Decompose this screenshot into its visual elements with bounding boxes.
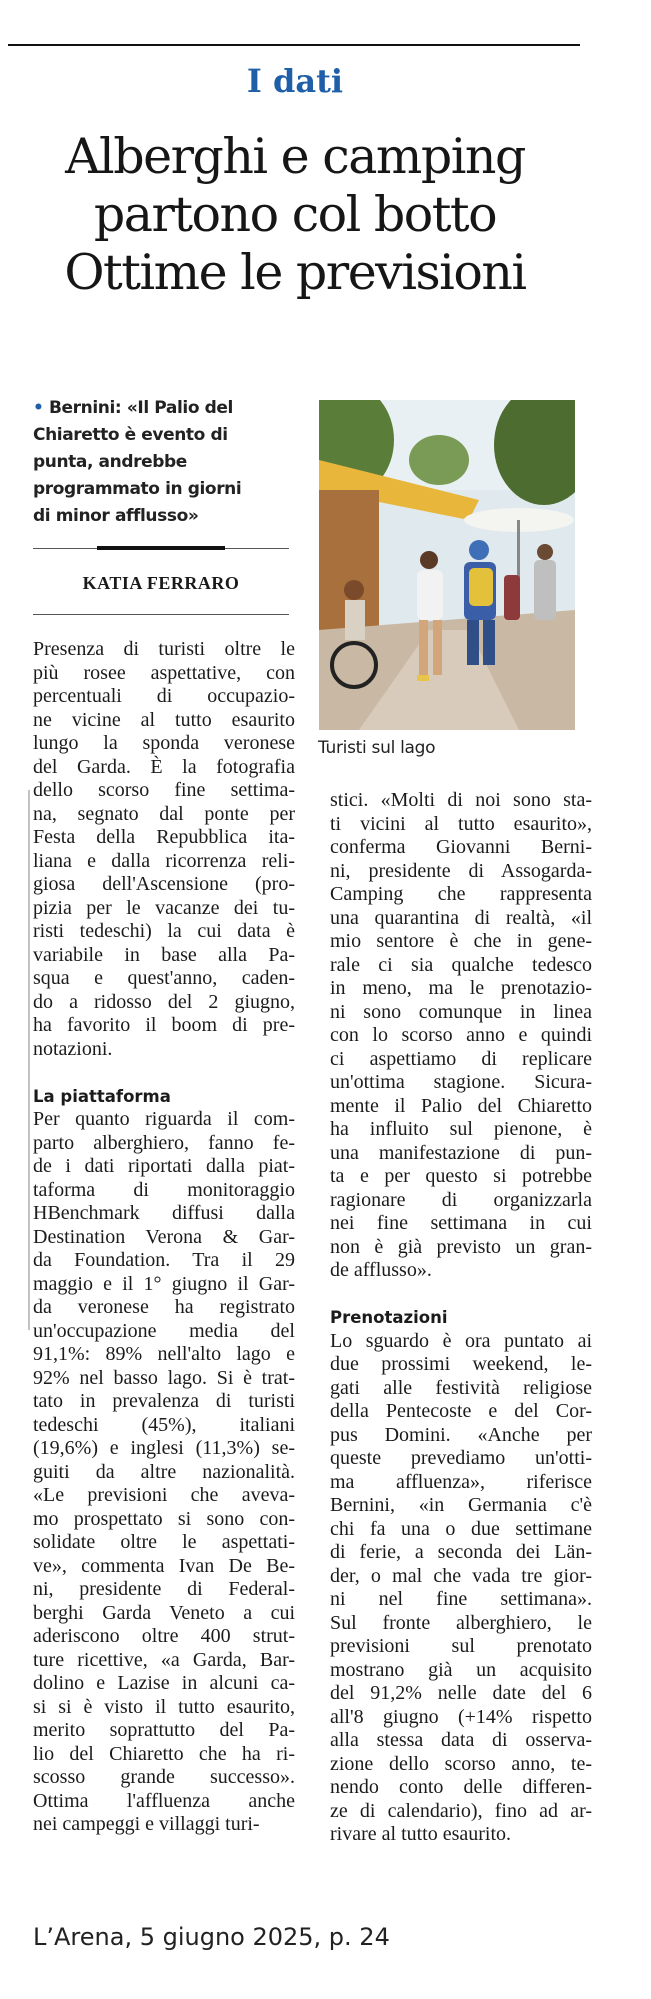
article-line: do a ridosso del 2 giugno, [33, 990, 295, 1013]
article-line: tato in prevalenza di turisti [33, 1390, 295, 1412]
article-line [330, 1283, 592, 1307]
article-line: (19,6%) e inglesi (11,3%) se- [33, 1437, 295, 1459]
subheading-line: Chiaretto è evento di [33, 425, 228, 445]
article-line: della Pentecoste e del Cor- [330, 1400, 592, 1422]
article-line: ni, presidente di Assogarda- [330, 859, 592, 882]
subheading-line: programmato in giorni [33, 479, 242, 499]
article-line: mio sentore è che in gene- [330, 930, 592, 952]
article-line: liana e dalla ricorrenza reli- [33, 849, 295, 872]
article-line: due prossimi weekend, le- [330, 1353, 592, 1375]
article-line: nei fine settimana in cui [330, 1212, 592, 1234]
article-line: ne vicine al tutto esaurito [33, 708, 295, 731]
article-line: zione dello scorso anno, te- [330, 1752, 592, 1775]
article-line: variabile in base alla Pa- [33, 943, 295, 966]
article-line: der, o mal che vada tre gior- [330, 1564, 592, 1587]
article-line: ha influito sul pienone, è [330, 1118, 592, 1140]
article-line: nendo conto delle differen- [330, 1776, 592, 1798]
article-line: rale ci sia qualche tedesco [330, 953, 592, 976]
article-line: ni nel fine settimana». [330, 1588, 592, 1610]
source-citation: L’Arena, 5 giugno 2025, p. 24 [33, 1923, 390, 1951]
article-line: all'8 giugno (+14% rispetto [330, 1705, 592, 1728]
article-column-1 [33, 638, 295, 1837]
article-line: si si è visto il tutto esaurito, [33, 1695, 295, 1718]
article-line: berghi Garda Veneto a cui [33, 1601, 295, 1624]
article-line: da Foundation. Tra il 29 [33, 1249, 295, 1271]
article-line: chi fa una o due settimane [330, 1517, 592, 1540]
article-line: di ferie, a seconda dei Län- [330, 1541, 592, 1563]
article-line: 92% nel basso lago. Si è trat- [33, 1366, 295, 1389]
article-line: in meno, ma le prenotazio- [330, 977, 592, 999]
byline: KATIA FERRARO [82, 573, 240, 593]
article-line: de afflusso». [330, 1259, 432, 1281]
article-line: solidate oltre le aspettati- [33, 1531, 295, 1553]
article-line: notazioni. [33, 1037, 113, 1060]
article-line: del 91,2% nelle date del 6 [330, 1682, 592, 1704]
article-line: aderiscono oltre 400 strut- [33, 1625, 295, 1647]
subheading-line: punta, andrebbe [33, 452, 187, 472]
article-line: da veronese ha registrato [33, 1296, 295, 1318]
headline [0, 128, 590, 302]
divider [28, 790, 30, 1330]
article-line: una manifestazione di pun- [330, 1141, 592, 1164]
article-line: stici. «Molti di noi sono sta- [330, 789, 592, 811]
article-line: una quarantina di realtà, «il [330, 906, 592, 929]
article-line: 91,1%: 89% nell'alto lago e [33, 1343, 295, 1365]
article-line: con lo scorso anno e quindi [330, 1024, 592, 1046]
article-line: alla stessa data di osserva- [330, 1729, 592, 1751]
photo-caption: Turisti sul lago [318, 738, 436, 758]
article-column-2 [330, 789, 592, 1847]
article-line: squa e quest'anno, caden- [33, 967, 295, 989]
headline-line: Alberghi e camping [65, 128, 525, 185]
article-line: maggio e il 1° giugno il Gar- [33, 1272, 295, 1295]
subheading-line: Bernini: «Il Palio del [49, 398, 233, 418]
article-line: ma affluenza», riferisce [330, 1470, 592, 1493]
article-line: scosso grande successo». [33, 1766, 295, 1788]
article-line: merito soprattutto del Pa- [33, 1719, 295, 1741]
article-line: conferma Giovanni Berni- [330, 836, 592, 858]
article-line: lio del Chiaretto che ha ri- [33, 1742, 295, 1765]
article-line: pizia per le vacanze dei tu- [33, 896, 295, 919]
bullet-icon: • [33, 398, 44, 418]
article-line: rivare al tutto esaurito. [330, 1823, 512, 1845]
article-line: ta e per questo si potrebbe [330, 1165, 592, 1187]
article-line: HBenchmark diffusi dalla [33, 1202, 295, 1224]
headline-line: Ottime le previsioni [64, 244, 526, 301]
headline-line: partono col botto [93, 186, 497, 243]
article-line: ze di calendario), fino ad ar- [330, 1799, 592, 1822]
divider [97, 546, 225, 550]
article-line: Festa della Repubblica ita- [33, 826, 295, 848]
article-line: «Le previsioni che aveva- [33, 1484, 295, 1506]
article-line: ture ricettive, «a Garda, Bar- [33, 1648, 295, 1671]
article-line: Per quanto riguarda il com- [33, 1108, 295, 1130]
article-line: Lo sguardo è ora puntato ai [330, 1329, 592, 1352]
article-line: na, segnato dal ponte per [33, 802, 295, 825]
article-line: queste prevediamo un'otti- [330, 1447, 592, 1469]
article-line: de i dati riportati dalla piat- [33, 1155, 295, 1177]
article-line: ti vicini al tutto esaurito», [330, 812, 592, 835]
article-line: risti tedeschi) la cui data è [33, 920, 295, 942]
article-line: Bernini, «in Germania c'è [330, 1494, 592, 1516]
tourists-photo [319, 400, 575, 730]
article-line: Camping che rappresenta [330, 883, 592, 905]
subheading [33, 395, 283, 530]
section-heading: Prenotazioni [330, 1308, 448, 1327]
article-line: ve», commenta Ivan De Be- [33, 1554, 295, 1577]
article-line [33, 1061, 295, 1085]
article-line: ha favorito il boom di pre- [33, 1014, 295, 1036]
article-line: taforma di monitoraggio [33, 1178, 295, 1201]
article-line: mo prospettato si sono con- [33, 1507, 295, 1530]
divider [33, 614, 289, 615]
article-line: parto alberghiero, fanno fe- [33, 1131, 295, 1154]
article-line: nei campeggi e villaggi turi- [33, 1813, 260, 1835]
article-line: ni, presidente di Federal- [33, 1578, 295, 1600]
article-line: Presenza di turisti oltre le [33, 638, 295, 660]
article-line: ragionare di organizzarla [330, 1188, 592, 1211]
article-line: un'occupazione media del [33, 1319, 295, 1342]
section-label: I dati [246, 62, 344, 100]
article-line: mostrano già un acquisito [330, 1658, 592, 1681]
article-line: Ottima l'affluenza anche [33, 1789, 295, 1812]
article-line: dello scorso fine settima- [33, 779, 295, 801]
article-line: pus Domini. «Anche per [330, 1423, 592, 1446]
article-line: del Garda. È la fotografia [33, 755, 295, 778]
article-line: Destination Verona & Gar- [33, 1225, 295, 1248]
article-line: gati alle festività religiose [330, 1376, 592, 1399]
article-line: mente il Palio del Chiaretto [330, 1094, 592, 1117]
article-line: dolino e Lazise in alcuni ca- [33, 1672, 295, 1694]
article-line: più rosee aspettative, con [33, 661, 295, 684]
article-line: ci aspettiamo di replicare [330, 1047, 592, 1070]
subheading-line: di minor afflusso» [33, 506, 199, 526]
article-line: guiti da altre nazionalità. [33, 1460, 295, 1483]
article-line: giosa dell'Ascensione (pro- [33, 873, 295, 895]
article-line: ni sono comunque in linea [330, 1000, 592, 1023]
article-line: previsioni sul prenotato [330, 1635, 592, 1657]
article-line: un'ottima stagione. Sicura- [330, 1071, 592, 1093]
article-line: lungo la sponda veronese [33, 732, 295, 754]
article-line: non è già previsto un gran- [330, 1235, 592, 1258]
article-line: Sul fronte alberghiero, le [330, 1611, 592, 1634]
top-rule [8, 44, 580, 46]
article-line: percentuali di occupazio- [33, 685, 295, 707]
section-heading: La piattaforma [33, 1086, 171, 1106]
article-line: tedeschi (45%), italiani [33, 1413, 295, 1436]
